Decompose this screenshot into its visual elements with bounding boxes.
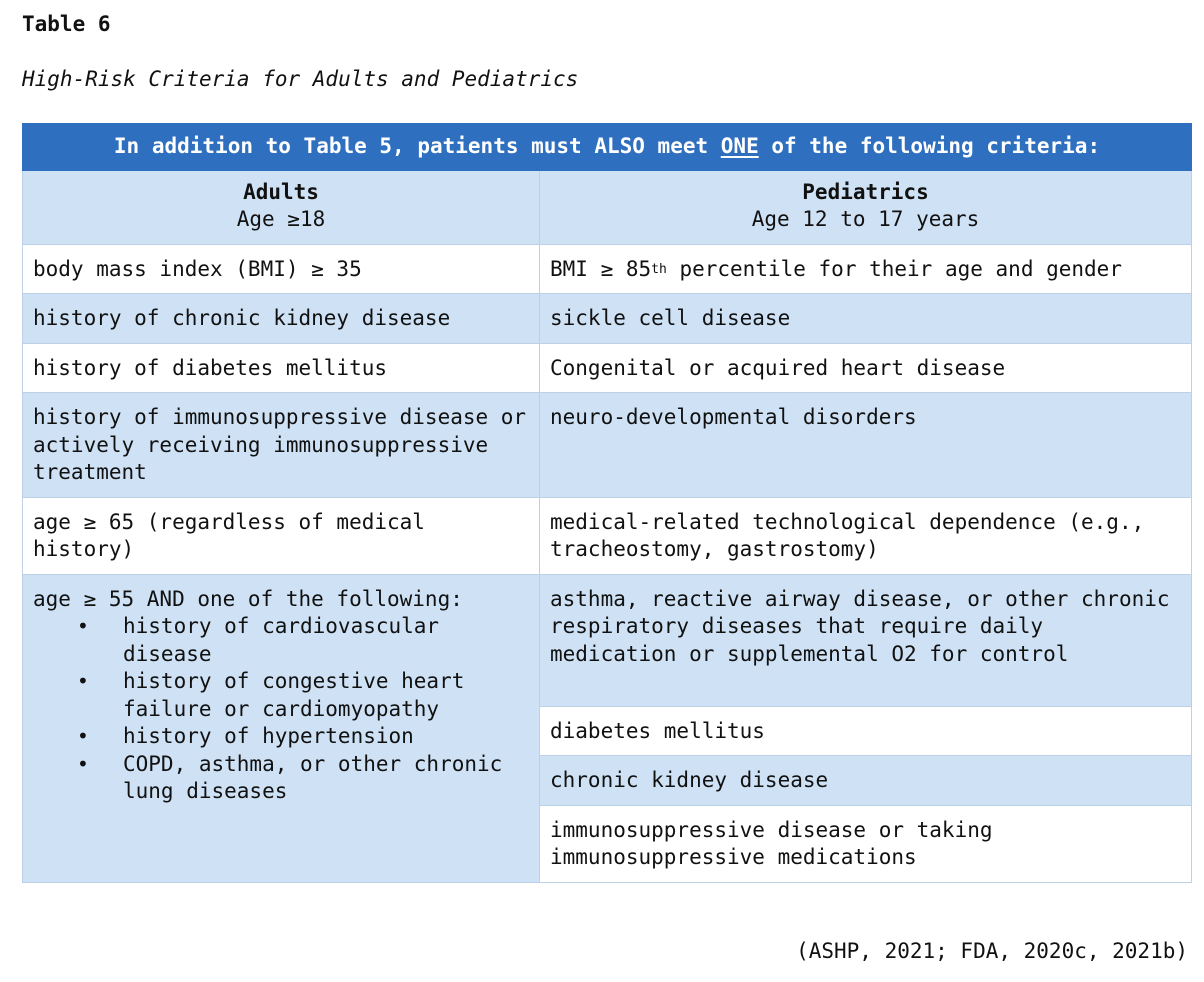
pediatric-criterion: medical-related technological dependence (e.g., tracheostomy, gastrostomy) [540, 497, 1192, 574]
list-item: • history of cardiovascular disease [123, 613, 529, 668]
ped-bmi-superscript: th [651, 261, 667, 277]
table-row [23, 343, 1192, 393]
pediatric-criterion-bmi [540, 244, 1192, 294]
column-title-adults: Adults [243, 179, 319, 204]
adult-condition-list [33, 613, 529, 806]
criteria-table [22, 123, 1192, 883]
pediatric-criterion: diabetes mellitus [540, 706, 1192, 756]
list-item: • history of hypertension [123, 723, 529, 751]
adult-age-55-intro: age ≥ 55 AND one of the following: [33, 586, 463, 611]
table-row [23, 393, 1192, 498]
table-header [23, 124, 1192, 171]
header-emphasis: ONE [720, 134, 759, 158]
pediatric-criterion: neuro-developmental disorders [540, 393, 1192, 498]
table-row [23, 497, 1192, 574]
adult-criterion: age ≥ 65 (regardless of medical history) [23, 497, 540, 574]
adult-criterion: history of chronic kidney disease [23, 294, 540, 344]
list-item: • history of congestive heart failure or cardiomyopathy [123, 668, 529, 723]
adult-criterion: history of diabetes mellitus [23, 343, 540, 393]
adult-criterion: history of immunosuppressive disease or actively receiving immunosuppressive treatment [23, 393, 540, 498]
table-row [23, 244, 1192, 294]
citation: (ASHP, 2021; FDA, 2020c, 2021b) [796, 939, 1188, 963]
table-caption: High-Risk Criteria for Adults and Pediatrics [22, 67, 579, 91]
adult-criterion-bmi: body mass index (BMI) ≥ 35 [23, 244, 540, 294]
table-row [23, 294, 1192, 344]
table-header-row [23, 124, 1192, 171]
column-header-row [23, 170, 1192, 244]
column-header-adults [23, 170, 540, 244]
table-row [23, 574, 1192, 706]
column-title-pediatrics: Pediatrics [802, 179, 929, 204]
column-subtitle-pediatrics: Age 12 to 17 years [751, 207, 980, 231]
header-text-before: In addition to Table 5, patients must ALSO meet [113, 134, 721, 158]
pediatric-criterion: asthma, reactive airway disease, or other chronic respiratory diseases that require daily medication or supplemental O2 for control [540, 574, 1192, 706]
ped-bmi-text-rest: percentile for their age and gender [666, 256, 1122, 281]
pediatric-criterion: immunosuppressive disease or taking immunosuppressive medications [540, 805, 1192, 882]
ped-bmi-text: BMI ≥ 85 [550, 256, 652, 281]
header-text-after: of the following criteria: [758, 134, 1101, 158]
column-subtitle-adults: Age ≥18 [236, 207, 326, 231]
list-item: • COPD, asthma, or other chronic lung diseases [123, 751, 529, 806]
pediatric-criterion: chronic kidney disease [540, 756, 1192, 806]
table-label: Table 6 [22, 12, 111, 36]
column-header-pediatrics [540, 170, 1192, 244]
pediatric-criterion: sickle cell disease [540, 294, 1192, 344]
adult-criterion-age-55 [23, 574, 540, 882]
pediatric-criterion: Congenital or acquired heart disease [540, 343, 1192, 393]
